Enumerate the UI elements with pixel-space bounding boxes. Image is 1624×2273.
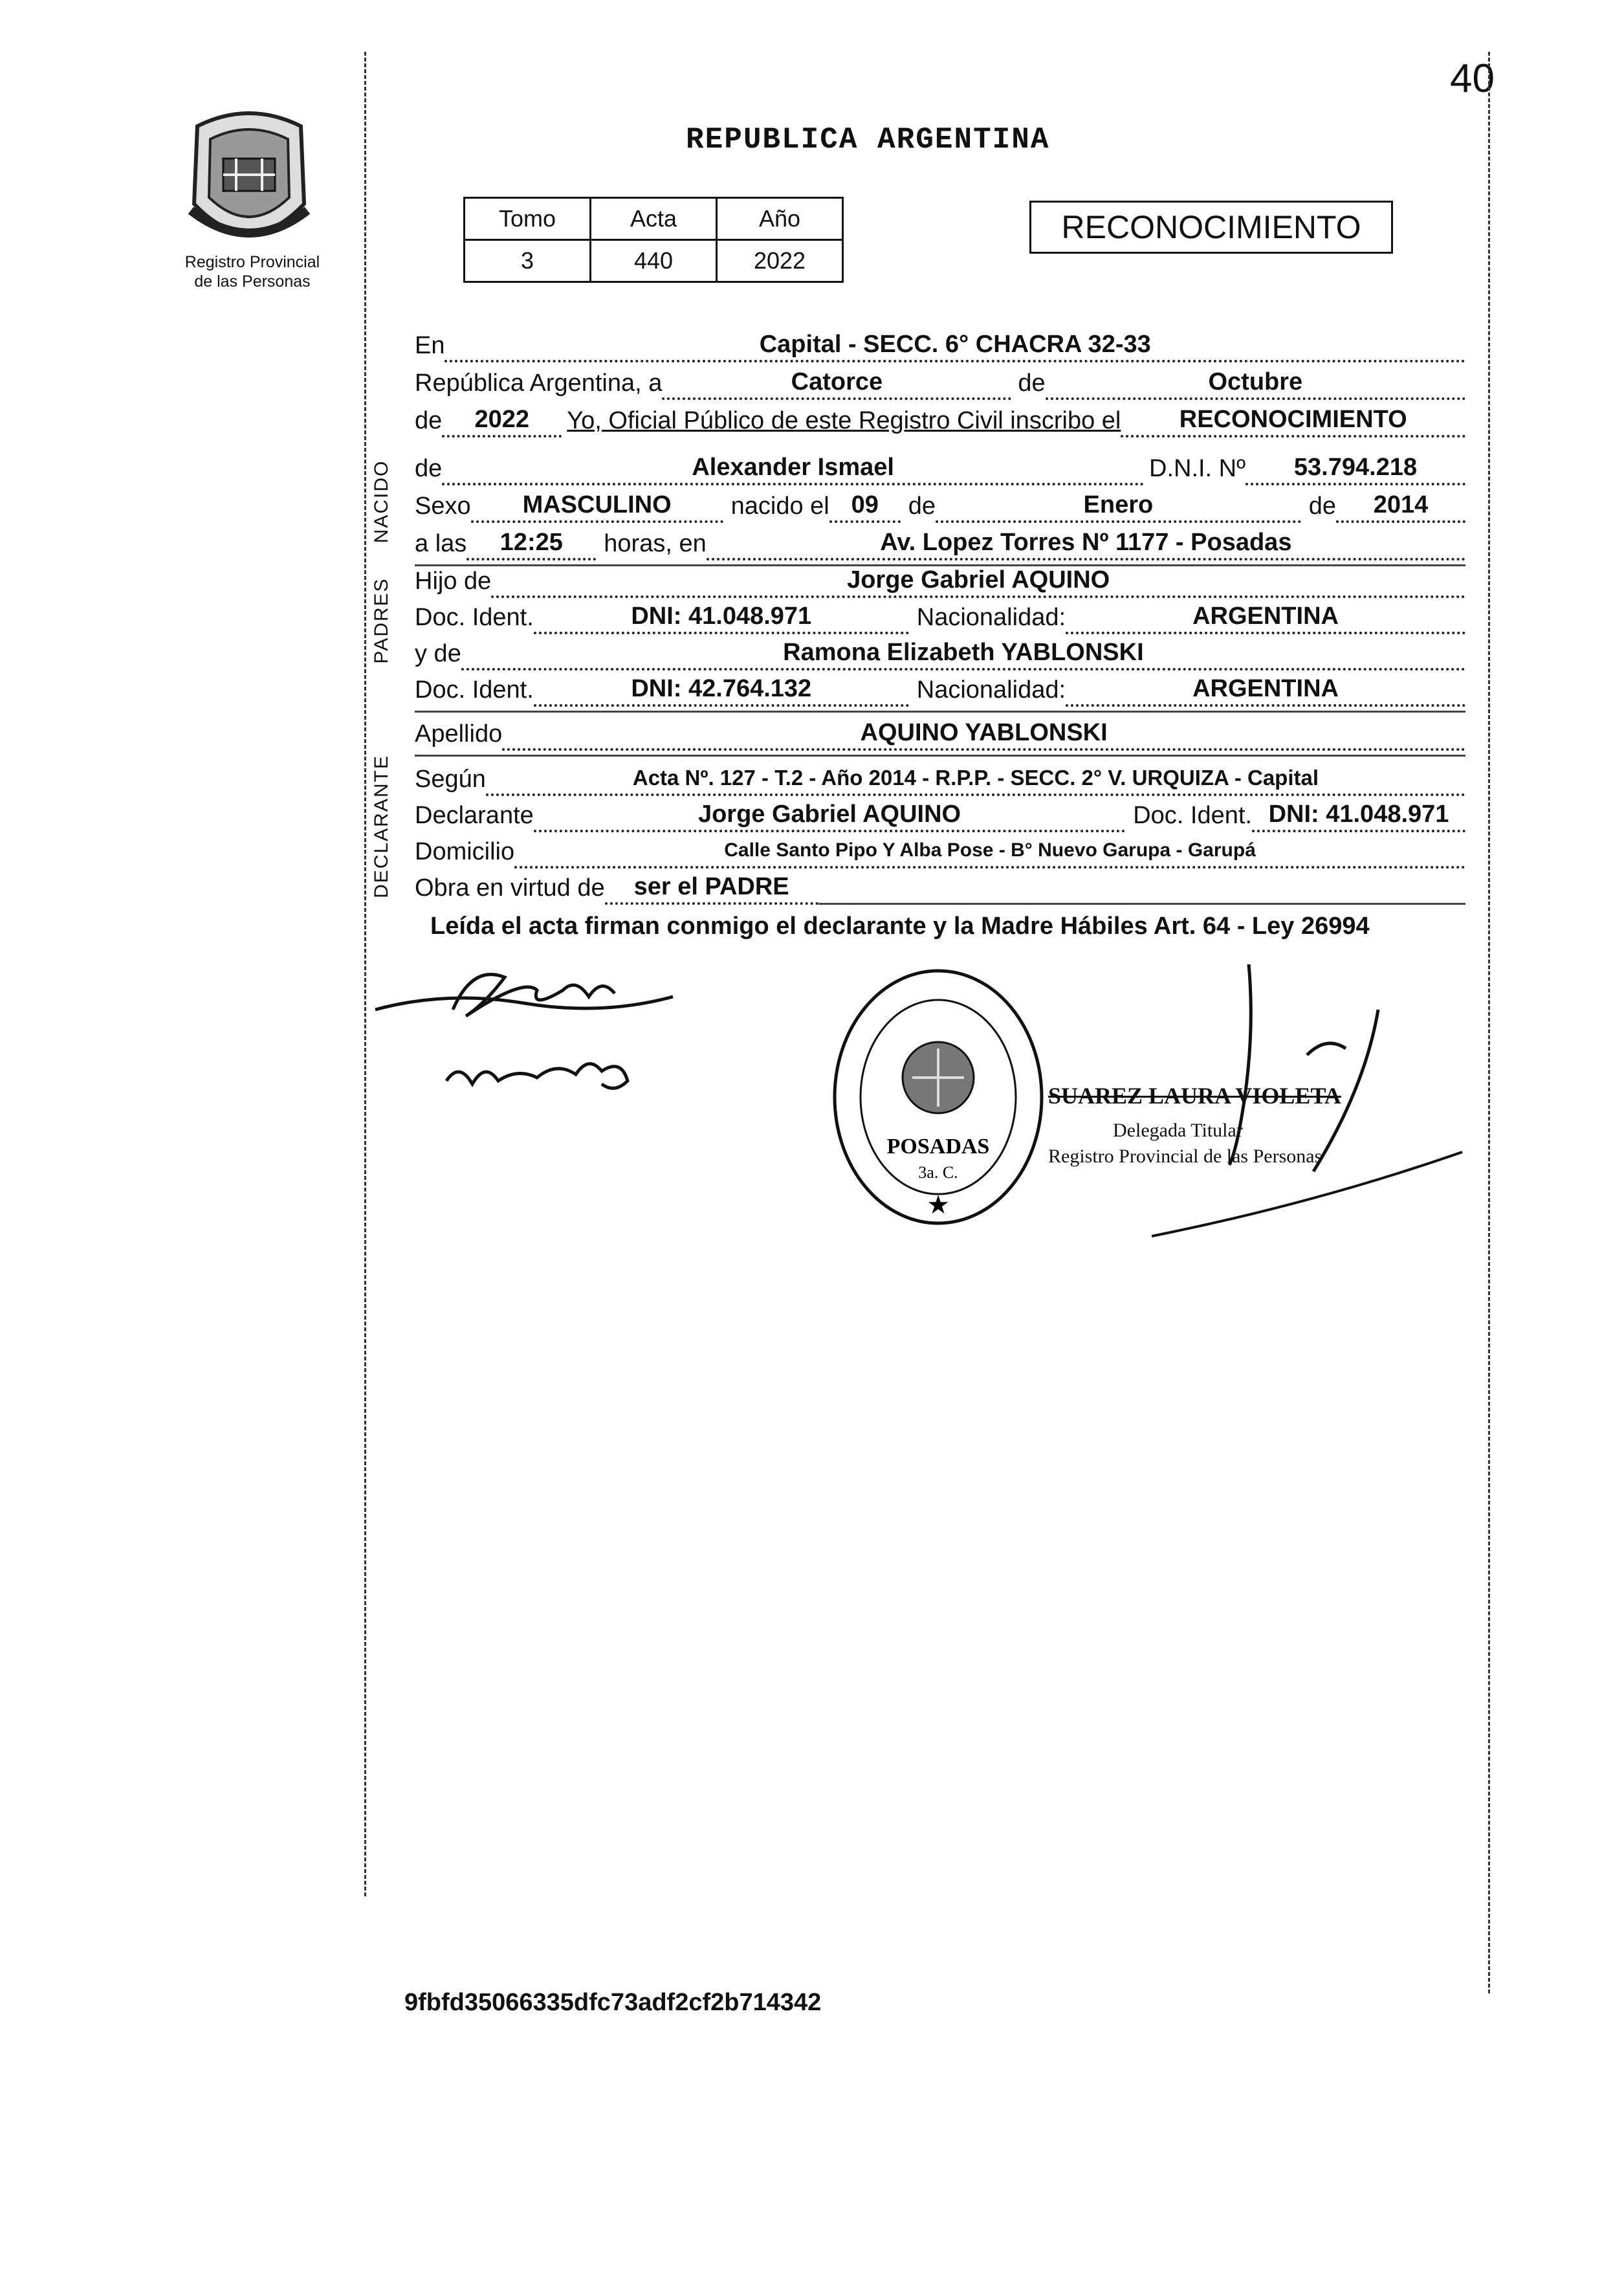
value-padre-doc: DNI: 41.048.971: [631, 603, 812, 630]
row-padre-doc: [415, 595, 1465, 634]
field-segun: [486, 764, 1465, 796]
value-madre-doc: DNI: 42.764.132: [631, 675, 812, 702]
label-republica-a: República Argentina, a: [415, 370, 663, 397]
value-declarante: Jorge Gabriel AQUINO: [697, 801, 961, 828]
row-anio: [415, 399, 1465, 438]
value-domicilio: Calle Santo Pipo Y Alba Pose - B° Nuevo Garupa - Garupá: [724, 839, 1256, 861]
record-table: [463, 197, 844, 283]
row-fecha: [415, 361, 1465, 400]
value-tipo-acto: RECONOCIMIENTO: [1179, 406, 1407, 433]
label-de-mes-nac: de: [908, 493, 936, 520]
value-obra-en-virtud: ser el PADRE: [633, 873, 789, 900]
field-padre-nac: [1066, 602, 1465, 634]
field-nac-dia: [829, 491, 901, 523]
value-nac-dia: 09: [851, 491, 879, 518]
divider-apellido: [415, 755, 1465, 757]
left-margin-line: [364, 52, 366, 1896]
delegate-role: Delegada Titular: [1113, 1120, 1243, 1141]
value-sexo: MASCULINO: [522, 491, 672, 518]
field-tipo-acto: [1121, 405, 1465, 438]
delegate-office: Registro Provincial de las Personas: [1048, 1146, 1322, 1167]
logo-caption: [155, 252, 349, 291]
field-madre-nac: [1066, 674, 1465, 707]
label-de-anio: de: [415, 407, 443, 434]
field-lugar-nacimiento: [707, 528, 1465, 560]
record-value-acta: 440: [591, 240, 717, 282]
label-doc-ident-declarante: Doc. Ident.: [1133, 802, 1252, 829]
label-en: En: [415, 332, 445, 359]
value-apellido: AQUINO YABLONSKI: [860, 719, 1108, 746]
row-declarante: [415, 793, 1465, 832]
row-domicilio: [415, 830, 1465, 869]
act-type-box: RECONOCIMIENTO: [1029, 201, 1393, 254]
province-crest-logo: [184, 107, 314, 256]
field-anio: [442, 405, 562, 438]
document-title: REPUBLICA ARGENTINA: [686, 123, 1050, 157]
row-obra: [415, 866, 1465, 905]
row-lugar: [415, 324, 1465, 362]
label-de-mes: de: [1018, 370, 1046, 397]
field-dni: [1245, 453, 1465, 485]
record-value-tomo: 3: [465, 240, 591, 282]
record-header-anio: Año: [717, 198, 843, 240]
label-nacionalidad-padre: Nacionalidad:: [916, 604, 1066, 631]
label-nacido-el: nacido el: [730, 493, 829, 520]
row-hora: [415, 522, 1465, 560]
official-stamp: [828, 964, 1048, 1230]
value-nac-mes: Enero: [1083, 491, 1154, 518]
field-declarante-doc: [1252, 800, 1465, 832]
page-number: 40: [1450, 56, 1495, 101]
row-apellido: [415, 712, 1465, 751]
field-nac-mes: [936, 491, 1301, 523]
field-domicilio: [514, 836, 1465, 869]
label-nacionalidad-madre: Nacionalidad:: [916, 676, 1066, 704]
record-value-anio: 2022: [717, 240, 843, 282]
field-lugar: [444, 330, 1465, 362]
label-domicilio: Domicilio: [415, 838, 515, 865]
legal-note: Leída el acta firman conmigo el declarante y la Madre Hábiles Art. 64 - Ley 26994: [430, 913, 1370, 940]
label-doc-ident-padre: Doc. Ident.: [415, 604, 534, 631]
label-segun: Según: [415, 766, 486, 793]
value-madre: Ramona Elizabeth YABLONSKI: [783, 639, 1144, 666]
field-nac-anio: [1336, 491, 1465, 523]
label-de-nombre: de: [415, 455, 443, 482]
row-nombre: [415, 447, 1465, 485]
value-anio: 2022: [474, 406, 530, 433]
row-madre: [415, 632, 1465, 671]
field-declarante: [534, 800, 1125, 832]
row-madre-doc: [415, 668, 1465, 707]
label-a-las: a las: [415, 530, 467, 557]
field-hora: [466, 528, 596, 560]
label-yo-oficial: Yo, Oficial Público de este Registro Civil inscribo el: [567, 407, 1121, 434]
record-header-acta: Acta: [591, 198, 717, 240]
field-madre: [461, 638, 1465, 671]
side-label-padres: PADRES: [371, 577, 392, 664]
value-padre-nac: ARGENTINA: [1192, 603, 1339, 630]
field-mes: [1046, 368, 1465, 400]
value-mes: Octubre: [1208, 368, 1303, 395]
label-sexo: Sexo: [415, 493, 471, 520]
row-padre: [415, 559, 1465, 598]
field-dia: [662, 368, 1011, 400]
label-y-de: y de: [415, 640, 461, 667]
stamp-section: 3a. C.: [918, 1163, 958, 1182]
delegate-name: SUAREZ LAURA VIOLETA: [1048, 1083, 1341, 1109]
logo-caption-line2: de las Personas: [194, 272, 311, 291]
right-margin-line: [1488, 52, 1490, 1993]
stamp-city: POSADAS: [886, 1135, 990, 1159]
label-apellido: Apellido: [415, 720, 503, 748]
value-dia: Catorce: [791, 368, 883, 395]
label-hijo-de: Hijo de: [415, 568, 492, 595]
value-nombre: Alexander Ismael: [692, 454, 894, 481]
logo-caption-line1: Registro Provincial: [184, 253, 320, 271]
side-label-nacido: NACIDO: [371, 460, 392, 544]
row-segun: [415, 757, 1465, 796]
value-hora: 12:25: [499, 529, 563, 556]
value-segun: Acta Nº. 127 - T.2 - Año 2014 - R.P.P. - SECC. 2° V. URQUIZA - Capital: [632, 766, 1319, 790]
field-obra-rest: [818, 873, 1465, 905]
label-doc-ident-madre: Doc. Ident.: [415, 676, 534, 704]
value-madre-nac: ARGENTINA: [1192, 675, 1339, 702]
row-sexo: [415, 484, 1465, 523]
value-padre: Jorge Gabriel AQUINO: [847, 566, 1110, 593]
value-dni: 53.794.218: [1293, 454, 1418, 481]
stamp-star-icon: ★: [927, 1191, 950, 1219]
label-declarante: Declarante: [415, 802, 534, 829]
field-padre-doc: [534, 602, 909, 634]
record-header-tomo: Tomo: [465, 198, 591, 240]
label-de-anio-nac: de: [1308, 493, 1336, 520]
field-sexo: [471, 491, 723, 523]
field-padre: [491, 566, 1465, 598]
document-hash: 9fbfd35066335dfc73adf2cf2b714342: [404, 1989, 822, 2016]
record-table-header-row: [465, 198, 843, 240]
value-lugar-nacimiento: Av. Lopez Torres Nº 1177 - Posadas: [880, 529, 1292, 556]
value-nac-anio: 2014: [1373, 491, 1429, 518]
value-declarante-doc: DNI: 41.048.971: [1268, 801, 1449, 828]
record-table-value-row: [465, 240, 843, 282]
official-signature: [1152, 958, 1475, 1262]
label-dni: D.N.I. Nº: [1149, 455, 1245, 482]
value-lugar: Capital - SECC. 6° CHACRA 32-33: [759, 331, 1151, 358]
label-horas-en: horas, en: [604, 530, 707, 557]
label-obra-en-virtud: Obra en virtud de: [415, 874, 605, 902]
field-apellido: [502, 718, 1465, 751]
field-obra-en-virtud: [605, 872, 818, 905]
field-madre-doc: [534, 674, 909, 707]
declarant-signature: [369, 951, 679, 1100]
field-nombre: [442, 453, 1144, 485]
side-label-declarante: DECLARANTE: [371, 755, 392, 898]
